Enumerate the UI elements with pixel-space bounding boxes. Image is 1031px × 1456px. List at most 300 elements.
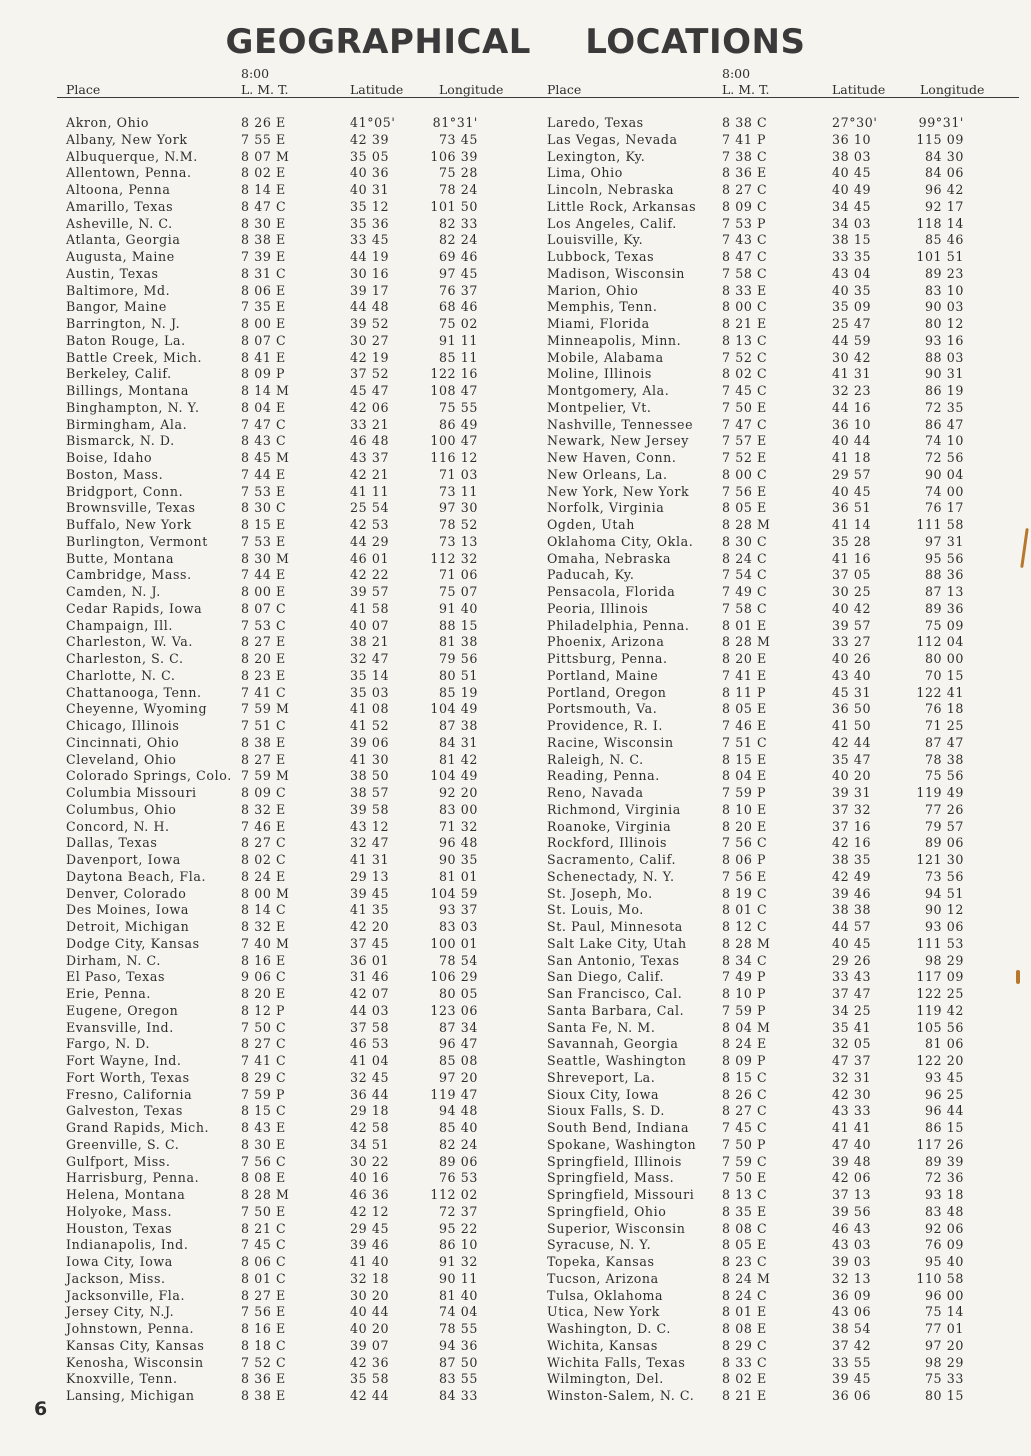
latitude-cell: 42 58 — [350, 1120, 390, 1135]
lmt-cell: 7 56 E — [722, 483, 767, 499]
place-cell: Boston, Mass. — [66, 466, 164, 482]
longitude-cell: 74 04 — [438, 1304, 478, 1320]
latitude-cell: 43 04 — [832, 265, 872, 281]
latitude-cell: 35 09 — [832, 299, 872, 315]
place-cell: Jackson, Miss. — [66, 1270, 166, 1286]
place-cell: Omaha, Nebraska — [547, 550, 672, 566]
longitude-cell: 86 49 — [438, 416, 478, 432]
latitude-column-header: Latitude — [350, 82, 404, 97]
latitude-cell: 39 46 — [350, 1237, 390, 1253]
lmt-cell: 7 59 P — [722, 785, 767, 800]
place-cell: Marion, Ohio — [547, 282, 639, 298]
place-cell: Binghampton, N. Y. — [66, 399, 200, 415]
lmt-cell: 8 27 C — [722, 1103, 768, 1119]
place-cell: Paducah, Ky. — [547, 567, 635, 583]
latitude-cell: 33 21 — [350, 416, 390, 432]
latitude-cell: 41 08 — [350, 701, 390, 717]
place-cell: Moline, Illinois — [547, 366, 652, 382]
header-rule — [57, 97, 1019, 98]
latitude-cell: 25 54 — [350, 500, 390, 516]
place-cell: Boise, Idaho — [66, 450, 153, 465]
place-cell: Helena, Montana — [66, 1187, 186, 1202]
longitude-cell: 96 00 — [924, 1287, 964, 1303]
place-cell: Washington, D. C. — [547, 1321, 671, 1336]
place-cell: Holyoke, Mass. — [66, 1203, 173, 1219]
latitude-cell: 29 57 — [832, 466, 872, 482]
place-cell: Grand Rapids, Mich. — [66, 1120, 210, 1135]
place-cell: Altoona, Penna — [66, 182, 171, 197]
longitude-cell: 89 06 — [924, 835, 964, 851]
longitude-column-header: Longitude — [920, 82, 985, 97]
place-cell: Colorado Springs, Colo. — [66, 768, 232, 784]
place-cell: Amarillo, Texas — [66, 198, 174, 214]
place-cell: Oklahoma City, Okla. — [547, 533, 694, 549]
left-table — [66, 66, 506, 1403]
latitude-cell: 42 44 — [350, 1388, 390, 1403]
longitude-cell: 94 48 — [438, 1103, 478, 1119]
latitude-cell: 39 57 — [350, 584, 390, 599]
longitude-cell: 92 06 — [924, 1220, 964, 1236]
lmt-cell: 8 23 C — [722, 1254, 768, 1269]
latitude-cell: 33 43 — [832, 969, 872, 985]
latitude-cell: 36 44 — [350, 1086, 390, 1102]
lmt-cell: 7 38 C — [722, 148, 768, 164]
lmt-cell: 7 49 P — [722, 969, 767, 985]
place-cell: Cheyenne, Wyoming — [66, 701, 208, 717]
latitude-cell: 45 47 — [350, 383, 390, 398]
place-cell: San Diego, Calif. — [547, 969, 665, 985]
latitude-cell: 42 44 — [832, 734, 872, 750]
longitude-cell: 98 29 — [924, 1354, 964, 1370]
latitude-cell: 41 14 — [832, 517, 872, 532]
place-cell: Springfield, Ohio — [547, 1203, 667, 1219]
place-cell: Cincinnati, Ohio — [66, 734, 180, 750]
place-cell: Little Rock, Arkansas — [547, 198, 697, 214]
place-cell: Harrisburg, Penna. — [66, 1170, 200, 1186]
longitude-cell: 95 40 — [924, 1254, 964, 1269]
place-cell: Sioux City, Iowa — [547, 1086, 660, 1102]
lmt-cell: 8 33 C — [722, 1354, 768, 1370]
latitude-cell: 33 35 — [832, 249, 872, 264]
lmt-cell: 7 45 C — [241, 1237, 287, 1253]
longitude-cell: 106 39 — [430, 148, 478, 164]
longitude-cell: 122 16 — [430, 366, 478, 382]
place-cell: St. Joseph, Mo. — [547, 885, 653, 901]
lmt-cell: 7 52 C — [722, 349, 768, 365]
lmt-cell: 8 01 E — [722, 1304, 767, 1320]
place-cell: Springfield, Mass. — [547, 1170, 675, 1186]
lmt-cell: 8 18 C — [241, 1337, 287, 1353]
latitude-cell: 25 47 — [832, 316, 872, 331]
place-cell: San Antonio, Texas — [547, 952, 680, 968]
longitude-cell: 81 38 — [438, 634, 478, 650]
lmt-cell: 8 45 M — [241, 450, 290, 465]
longitude-cell: 122 41 — [916, 684, 964, 700]
place-cell: Bangor, Maine — [66, 299, 167, 315]
latitude-cell: 37 32 — [832, 801, 872, 817]
latitude-cell: 41 58 — [350, 600, 390, 616]
place-cell: Albuquerque, N.M. — [66, 148, 198, 164]
place-cell: Dodge City, Kansas — [66, 935, 200, 951]
lmt-cell: 7 50 P — [722, 1136, 767, 1152]
longitude-cell: 78 38 — [924, 751, 964, 767]
place-cell: Peoria, Illinois — [547, 600, 649, 616]
longitude-cell: 83 10 — [924, 282, 964, 298]
latitude-cell: 42 49 — [832, 868, 872, 884]
lmt-cell: 8 01 E — [722, 617, 767, 633]
longitude-cell: 87 13 — [924, 584, 964, 599]
place-cell: Kansas City, Kansas — [66, 1337, 205, 1353]
lmt-cell: 8 12 P — [241, 1002, 286, 1018]
place-cell: Greenville, S. C. — [66, 1136, 180, 1152]
lmt-cell: 8 38 C — [722, 115, 768, 130]
latitude-cell: 32 31 — [832, 1069, 872, 1085]
latitude-cell: 27°30' — [832, 115, 878, 130]
lmt-cell: 8 01 C — [241, 1270, 287, 1286]
latitude-cell: 35 28 — [832, 533, 872, 549]
place-cell: Nashville, Tennessee — [547, 416, 694, 432]
place-cell: New Orleans, La. — [547, 466, 668, 482]
latitude-cell: 43 40 — [832, 667, 872, 683]
lmt-cell: 8 14 E — [241, 182, 286, 197]
latitude-cell: 43 06 — [832, 1304, 872, 1320]
latitude-cell: 37 16 — [832, 818, 872, 834]
longitude-cell: 97 45 — [438, 265, 478, 281]
place-cell: Phoenix, Arizona — [547, 634, 665, 650]
lmt-cell: 8 28 M — [722, 634, 771, 650]
longitude-cell: 76 18 — [924, 701, 964, 717]
lmt-cell: 8 38 E — [241, 734, 286, 750]
lmt-cell: 8 38 E — [241, 232, 286, 248]
longitude-cell: 80 00 — [924, 651, 964, 666]
lmt-cell: 7 52 C — [241, 1354, 287, 1370]
lmt-cell: 7 53 E — [241, 533, 286, 549]
longitude-cell: 71 25 — [924, 718, 964, 733]
lmt-cell: 8 34 C — [722, 952, 768, 968]
place-cell: New Haven, Conn. — [547, 450, 677, 465]
place-cell: Burlington, Vermont — [66, 533, 208, 549]
lmt-cell: 8 27 C — [722, 182, 768, 197]
latitude-cell: 36 10 — [832, 416, 872, 432]
longitude-cell: 101 51 — [916, 249, 964, 264]
lmt-cell: 8 27 E — [241, 751, 286, 767]
longitude-cell: 75 09 — [924, 617, 964, 633]
longitude-cell: 87 47 — [924, 734, 964, 750]
longitude-cell: 72 35 — [924, 399, 964, 415]
longitude-cell: 88 15 — [438, 617, 478, 633]
lmt-cell: 7 56 C — [241, 1153, 287, 1169]
longitude-cell: 94 36 — [438, 1337, 478, 1353]
latitude-cell: 29 26 — [832, 952, 872, 968]
longitude-cell: 84 30 — [924, 148, 964, 164]
lmt-cell: 7 59 C — [722, 1153, 768, 1169]
place-cell: Butte, Montana — [66, 550, 175, 566]
lmt-cell: 7 49 C — [722, 584, 768, 599]
place-cell: Topeka, Kansas — [547, 1254, 655, 1269]
lmt-cell: 8 16 E — [241, 952, 286, 968]
latitude-cell: 39 31 — [832, 785, 872, 800]
place-cell: New York, New York — [547, 483, 690, 499]
latitude-cell: 42 06 — [832, 1170, 872, 1186]
lmt-cell: 8 32 E — [241, 801, 286, 817]
longitude-cell: 86 19 — [924, 383, 964, 398]
longitude-cell: 91 11 — [438, 332, 478, 348]
latitude-cell: 37 58 — [350, 1019, 390, 1035]
longitude-cell: 96 25 — [924, 1086, 964, 1102]
place-cell: Albany, New York — [66, 131, 188, 147]
place-cell: Syracuse, N. Y. — [547, 1237, 652, 1253]
lmt-cell: 8 27 C — [241, 835, 287, 851]
latitude-cell: 30 27 — [350, 332, 390, 348]
lmt-cell: 7 54 C — [722, 567, 768, 583]
longitude-cell: 91 40 — [438, 600, 478, 616]
longitude-cell: 82 24 — [438, 232, 478, 248]
latitude-cell: 42 30 — [832, 1086, 872, 1102]
longitude-cell: 99°31' — [918, 115, 964, 130]
lmt-cell: 7 45 C — [722, 1120, 768, 1135]
longitude-cell: 122 25 — [916, 986, 964, 1001]
place-cell: Columbia Missouri — [66, 785, 197, 800]
lmt-cell: 8 00 M — [241, 885, 290, 901]
latitude-cell: 37 45 — [350, 935, 390, 951]
lmt-cell: 7 39 E — [241, 249, 286, 264]
latitude-cell: 42 21 — [350, 466, 390, 482]
latitude-cell: 39 06 — [350, 734, 390, 750]
place-cell: Portland, Oregon — [547, 684, 667, 700]
lmt-cell: 8 24 E — [722, 1036, 767, 1052]
latitude-cell: 42 53 — [350, 517, 390, 532]
lmt-cell: 9 06 C — [241, 969, 287, 985]
latitude-cell: 41 30 — [350, 751, 390, 767]
longitude-cell: 78 54 — [438, 952, 478, 968]
place-cell: Knoxville, Tenn. — [66, 1371, 178, 1387]
place-cell: Madison, Wisconsin — [547, 265, 686, 281]
lmt-cell: 7 50 E — [241, 1203, 286, 1219]
lmt-cell: 8 20 E — [241, 651, 286, 666]
time-reference-label: 8:00 — [722, 66, 751, 81]
longitude-cell: 88 03 — [924, 349, 964, 365]
longitude-cell: 73 56 — [924, 868, 964, 884]
lmt-column-header: L. M. T. — [241, 82, 289, 97]
lmt-cell: 8 02 C — [241, 852, 287, 867]
place-cell: Brownsville, Texas — [66, 500, 196, 516]
place-cell: El Paso, Texas — [66, 969, 166, 985]
latitude-cell: 37 52 — [350, 366, 390, 382]
lmt-cell: 7 47 C — [722, 416, 768, 432]
longitude-cell: 92 17 — [924, 198, 964, 214]
longitude-cell: 83 48 — [924, 1203, 964, 1219]
latitude-cell: 37 47 — [832, 986, 872, 1001]
lmt-cell: 8 08 E — [722, 1321, 767, 1336]
longitude-cell: 90 04 — [924, 466, 964, 482]
lmt-cell: 8 12 C — [722, 919, 768, 934]
latitude-cell: 45 31 — [832, 684, 872, 700]
longitude-cell: 97 31 — [924, 533, 964, 549]
lmt-cell: 8 30 C — [722, 533, 768, 549]
latitude-cell: 32 47 — [350, 651, 390, 666]
longitude-cell: 86 15 — [924, 1120, 964, 1135]
lmt-cell: 7 50 E — [722, 399, 767, 415]
latitude-cell: 31 46 — [350, 969, 390, 985]
place-cell: Lincoln, Nebraska — [547, 182, 675, 197]
lmt-cell: 7 50 C — [241, 1019, 287, 1035]
lmt-cell: 8 33 E — [722, 282, 767, 298]
place-cell: St. Louis, Mo. — [547, 902, 644, 918]
latitude-cell: 34 45 — [832, 198, 872, 214]
longitude-cell: 90 31 — [924, 366, 964, 382]
lmt-cell: 8 02 C — [722, 366, 768, 382]
latitude-cell: 40 16 — [350, 1170, 390, 1186]
place-cell: Tucson, Arizona — [547, 1270, 659, 1286]
latitude-cell: 40 07 — [350, 617, 390, 633]
lmt-cell: 8 02 E — [241, 165, 286, 181]
place-cell: Los Angeles, Calif. — [547, 215, 677, 231]
longitude-cell: 93 06 — [924, 919, 964, 934]
latitude-cell: 39 56 — [832, 1203, 872, 1219]
place-cell: Wilmington, Del. — [547, 1371, 664, 1387]
longitude-cell: 96 47 — [438, 1036, 478, 1052]
lmt-cell: 8 10 P — [722, 986, 767, 1001]
margin-mark — [1020, 528, 1029, 568]
longitude-cell: 88 36 — [924, 567, 964, 583]
latitude-cell: 37 42 — [832, 1337, 872, 1353]
lmt-cell: 8 04 M — [722, 1019, 771, 1035]
longitude-cell: 98 29 — [924, 952, 964, 968]
place-cell: Eugene, Oregon — [66, 1002, 179, 1018]
longitude-cell: 80 05 — [438, 986, 478, 1001]
lmt-cell: 8 21 C — [241, 1220, 287, 1236]
lmt-cell: 8 01 C — [722, 902, 768, 918]
place-cell: Reading, Penna. — [547, 768, 660, 784]
place-cell: Galveston, Texas — [66, 1103, 183, 1119]
longitude-cell: 71 03 — [438, 466, 478, 482]
place-cell: Columbus, Ohio — [66, 801, 177, 817]
latitude-cell: 39 17 — [350, 282, 390, 298]
longitude-cell: 71 32 — [438, 818, 478, 834]
lmt-cell: 8 04 E — [722, 768, 767, 784]
place-cell: Charleston, W. Va. — [66, 634, 193, 650]
latitude-cell: 41 16 — [832, 550, 872, 566]
place-cell: Denver, Colorado — [66, 885, 187, 901]
lmt-cell: 7 56 C — [722, 835, 768, 851]
place-cell: Bismarck, N. D. — [66, 433, 175, 449]
latitude-cell: 39 48 — [832, 1153, 872, 1169]
place-cell: Mobile, Alabama — [547, 349, 664, 365]
longitude-cell: 92 20 — [438, 785, 478, 800]
longitude-cell: 96 44 — [924, 1103, 964, 1119]
latitude-cell: 32 18 — [350, 1270, 390, 1286]
longitude-cell: 84 33 — [438, 1388, 478, 1403]
lmt-cell: 7 57 E — [722, 433, 767, 449]
lmt-cell: 8 20 E — [722, 818, 767, 834]
lmt-cell: 8 08 E — [241, 1170, 286, 1186]
latitude-cell: 38 35 — [832, 852, 872, 867]
place-cell: Daytona Beach, Fla. — [66, 868, 207, 884]
longitude-cell: 105 56 — [916, 1019, 964, 1035]
place-cell: Wichita Falls, Texas — [547, 1354, 686, 1370]
longitude-cell: 71 06 — [438, 567, 478, 583]
longitude-cell: 79 56 — [438, 651, 478, 666]
place-cell: Fort Wayne, Ind. — [66, 1053, 182, 1068]
lmt-cell: 7 52 E — [722, 450, 767, 465]
place-column-header: Place — [547, 82, 582, 97]
latitude-cell: 41 35 — [350, 902, 390, 918]
longitude-cell: 84 06 — [924, 165, 964, 181]
lmt-cell: 8 06 E — [241, 282, 286, 298]
lmt-cell: 8 04 E — [241, 399, 286, 415]
longitude-cell: 78 52 — [438, 517, 478, 532]
lmt-cell: 8 21 E — [722, 1388, 767, 1403]
place-cell: Portsmouth, Va. — [547, 701, 658, 717]
longitude-cell: 75 55 — [438, 399, 478, 415]
longitude-cell: 90 11 — [438, 1270, 478, 1286]
lmt-cell: 8 20 E — [241, 986, 286, 1001]
latitude-cell: 36 51 — [832, 500, 872, 516]
latitude-cell: 35 58 — [350, 1371, 390, 1387]
longitude-cell: 90 35 — [438, 852, 478, 867]
latitude-cell: 46 53 — [350, 1036, 390, 1052]
latitude-cell: 39 58 — [350, 801, 390, 817]
latitude-cell: 39 46 — [832, 885, 872, 901]
longitude-cell: 112 32 — [430, 550, 478, 566]
longitude-cell: 85 08 — [438, 1053, 478, 1068]
lmt-cell: 8 24 C — [722, 550, 768, 566]
latitude-cell: 40 26 — [832, 651, 872, 666]
lmt-cell: 8 13 C — [722, 1187, 768, 1202]
longitude-cell: 68 46 — [438, 299, 478, 315]
latitude-cell: 39 45 — [350, 885, 390, 901]
place-cell: Sioux Falls, S. D. — [547, 1103, 666, 1119]
place-cell: Utica, New York — [547, 1304, 660, 1320]
longitude-cell: 76 37 — [438, 282, 478, 298]
place-cell: Seattle, Washington — [547, 1053, 687, 1068]
latitude-cell: 36 01 — [350, 952, 390, 968]
longitude-cell: 90 03 — [924, 299, 964, 315]
lmt-cell: 8 21 E — [722, 316, 767, 331]
lmt-cell: 7 44 E — [241, 567, 286, 583]
lmt-cell: 8 41 E — [241, 349, 286, 365]
latitude-cell: 42 22 — [350, 567, 390, 583]
lmt-cell: 8 43 C — [241, 433, 287, 449]
lmt-cell: 8 20 E — [722, 651, 767, 666]
longitude-cell: 79 57 — [924, 818, 964, 834]
lmt-cell: 8 09 C — [722, 198, 768, 214]
place-cell: Buffalo, New York — [66, 517, 192, 532]
place-cell: Sacramento, Calif. — [547, 852, 677, 867]
longitude-cell: 111 58 — [916, 517, 964, 532]
place-cell: Iowa City, Iowa — [66, 1254, 173, 1269]
lmt-column-header: L. M. T. — [722, 82, 770, 97]
lmt-cell: 8 07 C — [241, 600, 287, 616]
latitude-cell: 40 44 — [832, 433, 872, 449]
lmt-cell: 7 44 E — [241, 466, 286, 482]
place-cell: Camden, N. J. — [66, 584, 161, 599]
place-cell: Las Vegas, Nevada — [547, 131, 678, 147]
place-cell: Atlanta, Georgia — [66, 232, 181, 248]
place-cell: Jersey City, N.J. — [66, 1304, 175, 1320]
latitude-cell: 39 57 — [832, 617, 872, 633]
latitude-cell: 32 47 — [350, 835, 390, 851]
latitude-cell: 41 11 — [350, 483, 390, 499]
longitude-cell: 78 55 — [438, 1321, 478, 1336]
latitude-cell: 32 05 — [832, 1036, 872, 1052]
latitude-cell: 33 45 — [350, 232, 390, 248]
place-cell: Billings, Montana — [66, 383, 189, 398]
latitude-cell: 44 29 — [350, 533, 390, 549]
place-cell: Gulfport, Miss. — [66, 1153, 171, 1169]
longitude-cell: 75 28 — [438, 165, 478, 181]
place-cell: Wichita, Kansas — [547, 1337, 658, 1353]
